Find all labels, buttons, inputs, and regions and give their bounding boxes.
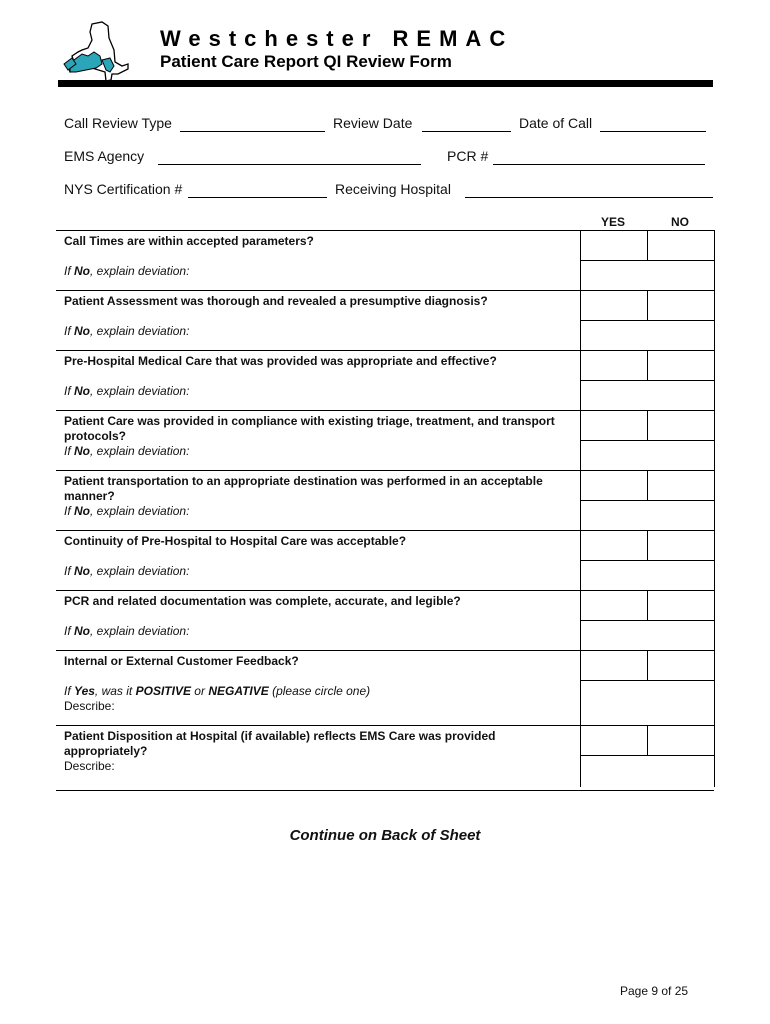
no-checkbox[interactable] — [647, 291, 714, 321]
yes-checkbox[interactable] — [580, 591, 647, 621]
yes-checkbox[interactable] — [580, 351, 647, 381]
question-text: Call Times are within accepted parameters? — [64, 234, 314, 248]
question-text: Patient transportation to an appropriate destination was performed in an acceptable manner? — [64, 474, 543, 503]
deviation-prompt: If No, explain deviation: — [64, 564, 190, 578]
ems-agency-input[interactable] — [158, 164, 421, 165]
question-row — [56, 411, 714, 441]
question-row — [56, 291, 714, 321]
no-checkbox[interactable] — [647, 726, 714, 756]
receiving-hospital-label: Receiving Hospital — [335, 181, 451, 197]
call-review-type-input[interactable] — [180, 131, 325, 132]
question-row — [56, 651, 714, 681]
question-row — [56, 471, 714, 501]
deviation-prompt: If No, explain deviation: — [64, 384, 190, 398]
continue-note: Continue on Back of Sheet — [289, 827, 481, 844]
new-york-state-map-icon — [62, 20, 132, 82]
date-of-call-input[interactable] — [600, 131, 706, 132]
yes-checkbox[interactable] — [580, 411, 647, 441]
question-row — [56, 531, 714, 561]
page-title: Westchester REMAC — [160, 26, 514, 51]
question-text: Patient Care was provided in compliance with existing triage, treatment, and transport protocols? — [64, 414, 555, 443]
pcr-number-label: PCR # — [447, 148, 489, 164]
question-row — [56, 591, 714, 621]
deviation-prompt: If No, explain deviation: — [64, 624, 190, 638]
call-review-type-label: Call Review Type — [64, 115, 172, 131]
question-row — [56, 726, 714, 756]
question-row — [56, 231, 714, 261]
no-checkbox[interactable] — [647, 651, 714, 681]
no-checkbox[interactable] — [647, 471, 714, 501]
page-number: Page 9 of 25 — [620, 984, 689, 998]
yes-checkbox[interactable] — [580, 291, 647, 321]
feedback-prompt: If Yes, was it POSITIVE or NEGATIVE (please circle one) — [64, 684, 371, 698]
header-divider — [58, 80, 713, 87]
yes-checkbox[interactable] — [580, 726, 647, 756]
form-subtitle: Patient Care Report QI Review Form — [160, 52, 452, 71]
question-text: Patient Assessment was thorough and revealed a presumptive diagnosis? — [64, 294, 488, 308]
describe-label: Describe: — [64, 699, 115, 713]
no-checkbox[interactable] — [647, 231, 714, 261]
yes-checkbox[interactable] — [580, 231, 647, 261]
review-date-label: Review Date — [333, 115, 413, 131]
pcr-number-input[interactable] — [493, 164, 705, 165]
ems-agency-label: EMS Agency — [64, 148, 145, 164]
no-checkbox[interactable] — [647, 411, 714, 441]
no-checkbox[interactable] — [647, 591, 714, 621]
review-questions-table — [56, 230, 715, 787]
review-date-input[interactable] — [422, 131, 511, 132]
receiving-hospital-input[interactable] — [465, 197, 713, 198]
date-of-call-label: Date of Call — [519, 115, 593, 131]
nys-certification-label: NYS Certification # — [64, 181, 183, 197]
nys-certification-input[interactable] — [188, 197, 327, 198]
question-text: Continuity of Pre-Hospital to Hospital Care was acceptable? — [64, 534, 407, 548]
yes-column-header: YES — [600, 215, 625, 229]
yes-checkbox[interactable] — [580, 471, 647, 501]
question-row — [56, 351, 714, 381]
no-checkbox[interactable] — [647, 351, 714, 381]
deviation-prompt: If No, explain deviation: — [64, 504, 190, 518]
describe-label: Describe: — [64, 759, 115, 773]
yes-checkbox[interactable] — [580, 651, 647, 681]
table-bottom-rule — [56, 790, 714, 791]
deviation-prompt: If No, explain deviation: — [64, 264, 190, 278]
question-text: Patient Disposition at Hospital (if available) reflects EMS Care was provided appropriately? — [64, 729, 496, 758]
deviation-prompt: If No, explain deviation: — [64, 444, 190, 458]
question-text: PCR and related documentation was complete, accurate, and legible? — [64, 594, 461, 608]
no-checkbox[interactable] — [647, 531, 714, 561]
question-text: Internal or External Customer Feedback? — [64, 654, 299, 668]
question-text: Pre-Hospital Medical Care that was provided was appropriate and effective? — [64, 354, 497, 368]
no-column-header: NO — [671, 215, 689, 229]
yes-checkbox[interactable] — [580, 531, 647, 561]
deviation-prompt: If No, explain deviation: — [64, 324, 190, 338]
